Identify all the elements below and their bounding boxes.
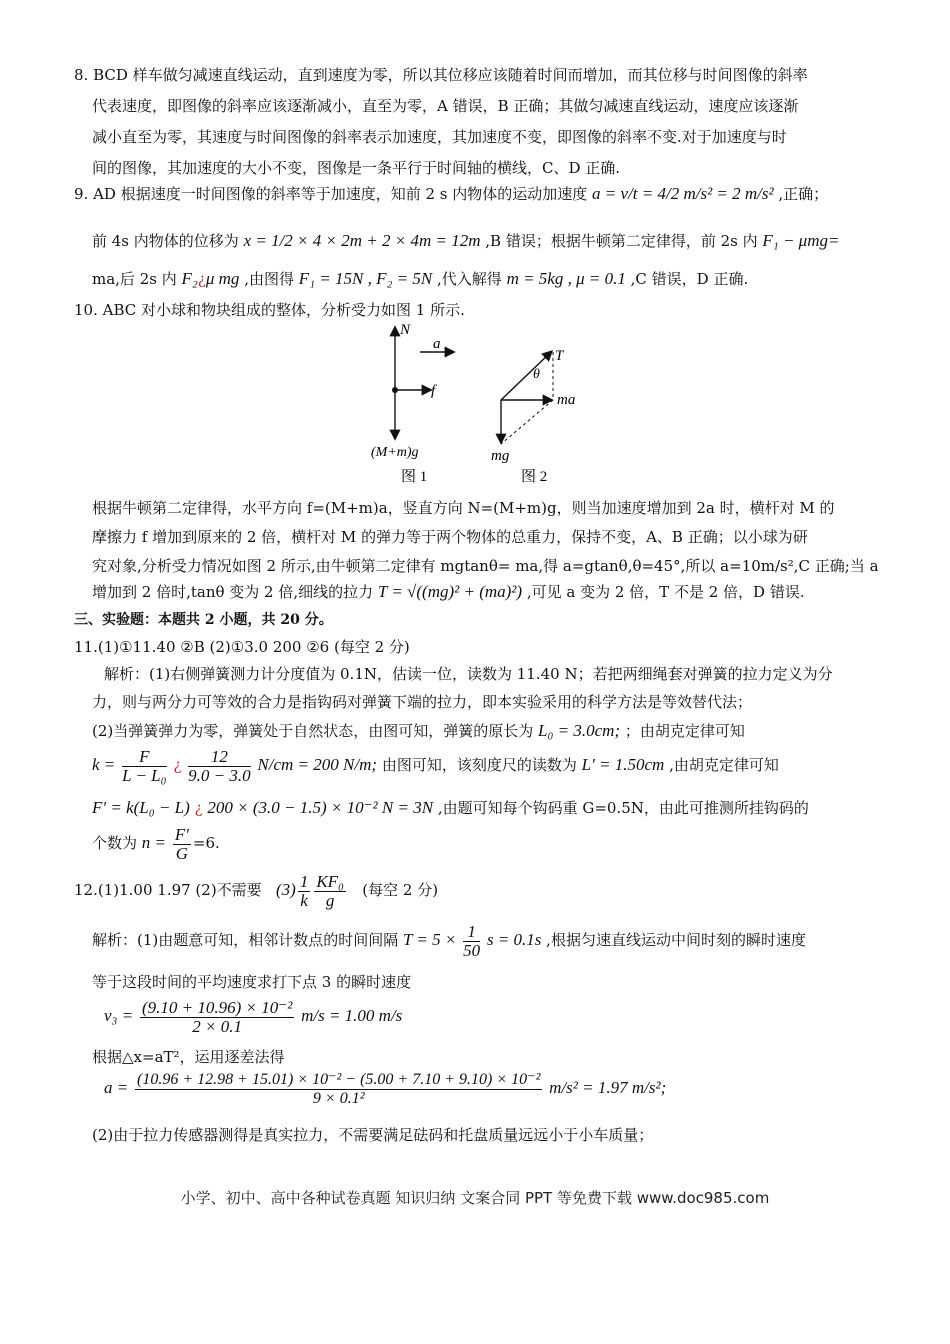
q12-fraction: $\frac{\text{(9.10 + 10.96) × 10⁻²}}{2 \times 0.1}$: [141, 997, 293, 1036]
q12-line-7: (2)由于拉力传感器测得是真实拉力，不需要满足砝码和托盘质量远远小于小车质量；: [92, 1126, 654, 1144]
q11-line-1: 11.(1)①11.40 ②B (2)①3.0 200 ②6 (每空 2 分): [74, 638, 410, 656]
q11-line-5: [92, 745, 890, 785]
fig2-label-t: T: [555, 348, 564, 364]
q11-text: ,由胡克定律可知: [669, 756, 779, 774]
q8-line-2: 代表速度，即图像的斜率应该逐渐减小，直至为零，A 错误，B 正确；其做匀减速直线运动，速度应该逐渐: [92, 97, 799, 115]
fig1-label-n: N: [400, 322, 411, 338]
fig2-caption: 图 2: [521, 469, 548, 485]
q9-text: ,代入解得: [437, 270, 502, 288]
q9-text: ,C 错误，D 正确.: [630, 270, 749, 288]
q11-fraction: $\frac{F}{\text{L − L₀}}$: [122, 746, 167, 785]
q8-line-4: 间的图像，其加速度的大小不变，图像是一条平行于时间轴的横线，C、D 正确.: [92, 159, 621, 177]
q12-text: ,根据匀速直线运动中间时刻的瞬时速度: [546, 931, 806, 949]
q12-formula: v₃ =: [104, 1006, 134, 1025]
q10-line-2: 根据牛顿第二定律得，水平方向 f=(M+m)a，竖直方向 N=(M+m)g，则当加速度增加到 2a 时，横杆对 M 的: [92, 499, 835, 517]
q12-fraction: $\frac{1}{50}$: [463, 921, 481, 960]
q12-line-2: [92, 920, 890, 960]
q9-line-2: [92, 230, 890, 252]
q11-line-4: [92, 720, 890, 742]
q9-displacement-formula: x = 1/2 × 4 × 2m + 2 × 4m = 12m: [243, 231, 481, 250]
fig1-label-f: f: [431, 383, 436, 399]
q12-formula: s = 0.1s: [486, 930, 542, 949]
q11-fraction: $\frac{12}{9.0 - 3.0}$: [188, 746, 251, 785]
q12-formula: m/s = 1.00 m/s: [301, 1006, 403, 1025]
q9-text: 9. AD 根据速度一时间图像的斜率等于加速度，知前 2 s 内物体的运动加速度: [74, 185, 588, 203]
fig2-label-ma: ma: [557, 392, 576, 408]
q9-formula: μ mg: [205, 269, 240, 288]
q8-line-1: 8. BCD 样车做匀减速直线运动，直到速度为零，所以其位移应该随着时间而增加，而其位移与时间图像的斜率: [74, 66, 808, 84]
q8-line-3: 减小直至为零，其速度与时间图像的斜率表示加速度，其加速度不变，即图像的斜率不变.对于加速度与时: [92, 128, 787, 146]
q9-force-formula: F₁ − μmg=: [762, 231, 840, 250]
q11-line-3: 力，则与两分力可等效的合力是指钩码对弹簧下端的拉力，即本实验采用的科学方法是等效替代法；: [92, 693, 753, 711]
fig1-caption: 图 1: [401, 469, 428, 485]
q9-text: ma,后 2s 内: [92, 270, 177, 288]
q10-force-diagrams: [355, 318, 595, 488]
q11-line-7: [92, 822, 890, 864]
q12-text: 解析：(1)由题意可知，相邻计数点的时间间隔: [92, 931, 399, 949]
q10-line-1: 10. ABC 对小球和物块组成的整体，分析受力如图 1 所示.: [74, 301, 465, 319]
q11-formula: L₀ = 3.0cm;: [538, 721, 621, 740]
q12-fraction: $\frac{1}{k}$: [299, 871, 309, 910]
q10-text: 增加到 2 倍时,tanθ 变为 2 倍,细线的拉力: [92, 583, 374, 601]
q9-formula: F₁ = 15N , F₂ = 5N: [298, 269, 433, 288]
q12-line-4: [104, 996, 890, 1036]
figure-1: [371, 322, 453, 485]
figure-2: [491, 348, 575, 485]
q12-fraction: $\frac{\text{(10.96 + 12.98 + 15.01) × 10⁻² − (5.00 + 7.10 + 9.10) × 10⁻²}}{\text{9 × 0.1²}}$: [137, 1070, 541, 1107]
q12-line-5: 根据△x=aT²，运用逐差法得: [92, 1048, 285, 1066]
q9-text: 前 4s 内物体的位移为: [92, 232, 239, 250]
q12-formula: T = 5 ×: [403, 930, 457, 949]
page-footer: 小学、初中、高中各种试卷真题 知识归纳 文案合同 PPT 等免费下载 www.doc985.com: [180, 1189, 770, 1207]
section-3-heading: 三、实验题：本题共 2 小题，共 20 分。: [74, 612, 333, 628]
q11-line-6: [92, 797, 890, 819]
q10-line-5: [92, 581, 890, 603]
q12-formula: a =: [104, 1078, 129, 1097]
q9-garbled-symbol: ¿: [197, 270, 206, 288]
fig2-label-mg: mg: [491, 448, 510, 464]
q12-fraction: $\frac{\text{KF₀}}{g}$: [316, 871, 344, 910]
q11-formula: N/cm = 200 N/m;: [257, 755, 378, 774]
q12-text: (每空 2 分): [362, 881, 439, 899]
q12-formula: (3): [276, 880, 296, 899]
q11-fraction: $\frac{F'}{G}$: [174, 824, 189, 863]
q12-line-3: 等于这段时间的平均速度求打下点 3 的瞬时速度: [92, 973, 412, 991]
q11-text: (2)当弹簧弹力为零，弹簧处于自然状态，由图可知，弹簧的原长为: [92, 722, 534, 740]
q11-formula: L′ = 1.50cm: [581, 755, 665, 774]
q11-line-2: 解析：(1)右侧弹簧测力计分度值为 0.1N，估读一位，读数为 11.40 N；若把两细绳套对弹簧的拉力定义为分: [104, 665, 833, 683]
q11-garbled-symbol: ¿: [173, 756, 182, 774]
q9-line-1: [74, 183, 890, 205]
q11-text: =6.: [192, 834, 220, 852]
fig1-label-weight: (M+m)g: [371, 445, 419, 460]
q11-formula: F′ = k(L₀ − L): [92, 798, 190, 817]
q11-formula: n =: [141, 833, 167, 852]
q11-text: 由图可知，该刻度尺的读数为: [381, 756, 577, 774]
q11-formula: k =: [92, 755, 116, 774]
q12-line-1: [74, 870, 890, 910]
q9-text: ,B 错误；根据牛顿第二定律得，前 2s 内: [485, 232, 758, 250]
q12-formula: m/s² = 1.97 m/s²;: [549, 1078, 667, 1097]
q11-text: ；由胡克定律可知: [624, 722, 745, 740]
q9-line-3: [92, 268, 890, 290]
fig2-label-theta: θ: [533, 367, 540, 382]
q9-formula: F₂: [181, 269, 198, 288]
q11-text: ,由题可知每个钩码重 G=0.5N，由此可推测所挂钩码的: [437, 799, 809, 817]
q12-text: 12.(1)1.00 1.97 (2)不需要: [74, 881, 262, 899]
q10-text: ,可见 a 变为 2 倍，T 不是 2 倍，D 错误.: [526, 583, 805, 601]
q12-line-6: [104, 1068, 890, 1108]
q9-text: ,由图得: [244, 270, 294, 288]
q11-text: 个数为: [92, 834, 138, 852]
q11-garbled-symbol: ¿: [194, 799, 203, 817]
q10-line-3: 摩擦力 f 增加到原来的 2 倍，横杆对 M 的弹力等于两个物体的总重力，保持不变，A、B 正确；以小球为研: [92, 528, 808, 546]
fig1-label-a: a: [433, 336, 441, 352]
q10-line-4: 究对象,分析受力情况如图 2 所示,由牛顿第二定律有 mgtanθ= ma,得 a=gtanθ,θ=45°,所以 a=10m/s²,C 正确;当 a: [92, 557, 879, 575]
q11-formula: 200 × (3.0 − 1.5) × 10⁻² N = 3N: [207, 798, 434, 817]
q9-accel-formula: a = v/t = 4/2 m/s² = 2 m/s²: [592, 184, 774, 203]
q10-tension-formula: T = √((mg)² + (ma)²): [377, 582, 523, 601]
q9-text: ,正确；: [778, 185, 829, 203]
q9-formula: m = 5kg , μ = 0.1: [506, 269, 626, 288]
